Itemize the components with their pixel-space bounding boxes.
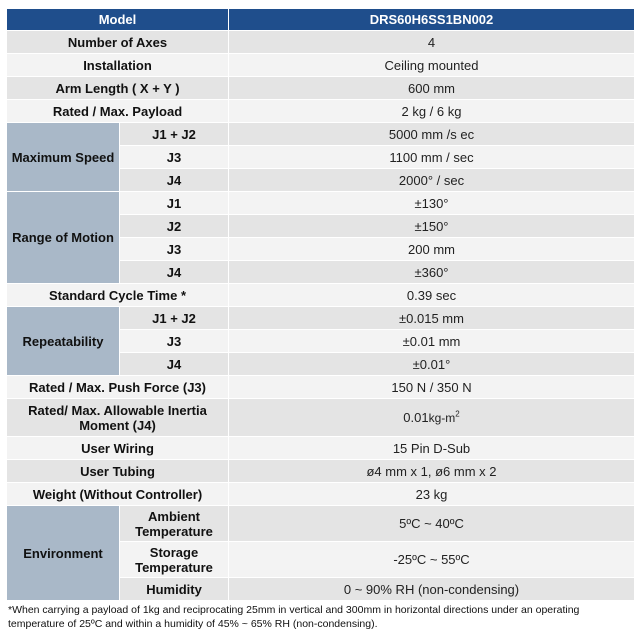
table-row	[7, 506, 635, 542]
sub-label: J4	[120, 353, 229, 376]
environment-value: 5ºC ~ 40ºC	[229, 506, 635, 542]
table-row	[7, 77, 635, 100]
sub-label: J3	[120, 238, 229, 261]
sub-label: J3	[120, 330, 229, 353]
user-tubing-value: ø4 mm x 1, ø6 mm x 2	[229, 460, 635, 483]
inertia-value	[229, 399, 635, 437]
sub-label: Ambient Temperature	[120, 506, 229, 542]
push-force-value: 150 N / 350 N	[229, 376, 635, 399]
sub-label: J4	[120, 261, 229, 284]
range-value: ±360°	[229, 261, 635, 284]
sub-label: Humidity	[120, 578, 229, 601]
range-value: ±130°	[229, 192, 635, 215]
max-speed-value: 5000 mm /s ec	[229, 123, 635, 146]
model-label: Model	[7, 9, 229, 31]
sub-label: J1 + J2	[120, 123, 229, 146]
footnote: *When carrying a payload of 1kg and reciprocating 25mm in vertical and 300mm in horizontal directions under an operating temperature of 25ºC and within a humidity of 45% ~ 65% RH (non-condensing).	[8, 604, 580, 630]
table-row	[7, 460, 635, 483]
repeatability-value: ±0.01 mm	[229, 330, 635, 353]
cycle-time-value: 0.39 sec	[229, 284, 635, 307]
repeatability-value: ±0.015 mm	[229, 307, 635, 330]
sub-label: J2	[120, 215, 229, 238]
max-speed-label: Maximum Speed	[7, 123, 120, 192]
table-row	[7, 100, 635, 123]
payload-label: Rated / Max. Payload	[7, 100, 229, 123]
environment-value: -25ºC ~ 55ºC	[229, 542, 635, 578]
arm-length-label: Arm Length ( X + Y )	[7, 77, 229, 100]
table-row	[7, 31, 635, 54]
model-value: DRS60H6SS1BN002	[229, 9, 635, 31]
table-row	[7, 284, 635, 307]
push-force-label: Rated / Max. Push Force (J3)	[7, 376, 229, 399]
inertia-unit-exponent: 2	[455, 409, 460, 419]
environment-label: Environment	[7, 506, 120, 601]
user-wiring-value: 15 Pin D-Sub	[229, 437, 635, 460]
user-tubing-label: User Tubing	[7, 460, 229, 483]
environment-value: 0 ~ 90% RH (non-condensing)	[229, 578, 635, 601]
inertia-label: Rated/ Max. Allowable Inertia Moment (J4)	[7, 399, 229, 437]
range-value: ±150°	[229, 215, 635, 238]
cycle-time-label: Standard Cycle Time *	[7, 284, 229, 307]
repeatability-value: ±0.01°	[229, 353, 635, 376]
table-row	[7, 54, 635, 77]
sub-label: J3	[120, 146, 229, 169]
sub-label: J4	[120, 169, 229, 192]
installation-label: Installation	[7, 54, 229, 77]
weight-value: 23 kg	[229, 483, 635, 506]
header-row	[7, 9, 635, 31]
range-value: 200 mm	[229, 238, 635, 261]
max-speed-value: 1100 mm / sec	[229, 146, 635, 169]
repeatability-label: Repeatability	[7, 307, 120, 376]
spec-table	[6, 8, 635, 601]
table-row	[7, 399, 635, 437]
axes-value: 4	[229, 31, 635, 54]
max-speed-value: 2000° / sec	[229, 169, 635, 192]
table-row	[7, 123, 635, 146]
weight-label: Weight (Without Controller)	[7, 483, 229, 506]
sub-label: J1 + J2	[120, 307, 229, 330]
sub-label: Storage Temperature	[120, 542, 229, 578]
payload-value: 2 kg / 6 kg	[229, 100, 635, 123]
table-row	[7, 307, 635, 330]
table-row	[7, 376, 635, 399]
inertia-number: 0.01	[403, 409, 429, 425]
installation-value: Ceiling mounted	[229, 54, 635, 77]
user-wiring-label: User Wiring	[7, 437, 229, 460]
range-of-motion-label: Range of Motion	[7, 192, 120, 284]
axes-label: Number of Axes	[7, 31, 229, 54]
inertia-unit: kg-m	[428, 410, 456, 425]
table-row	[7, 483, 635, 506]
table-row	[7, 192, 635, 215]
arm-length-value: 600 mm	[229, 77, 635, 100]
sub-label: J1	[120, 192, 229, 215]
table-row	[7, 437, 635, 460]
